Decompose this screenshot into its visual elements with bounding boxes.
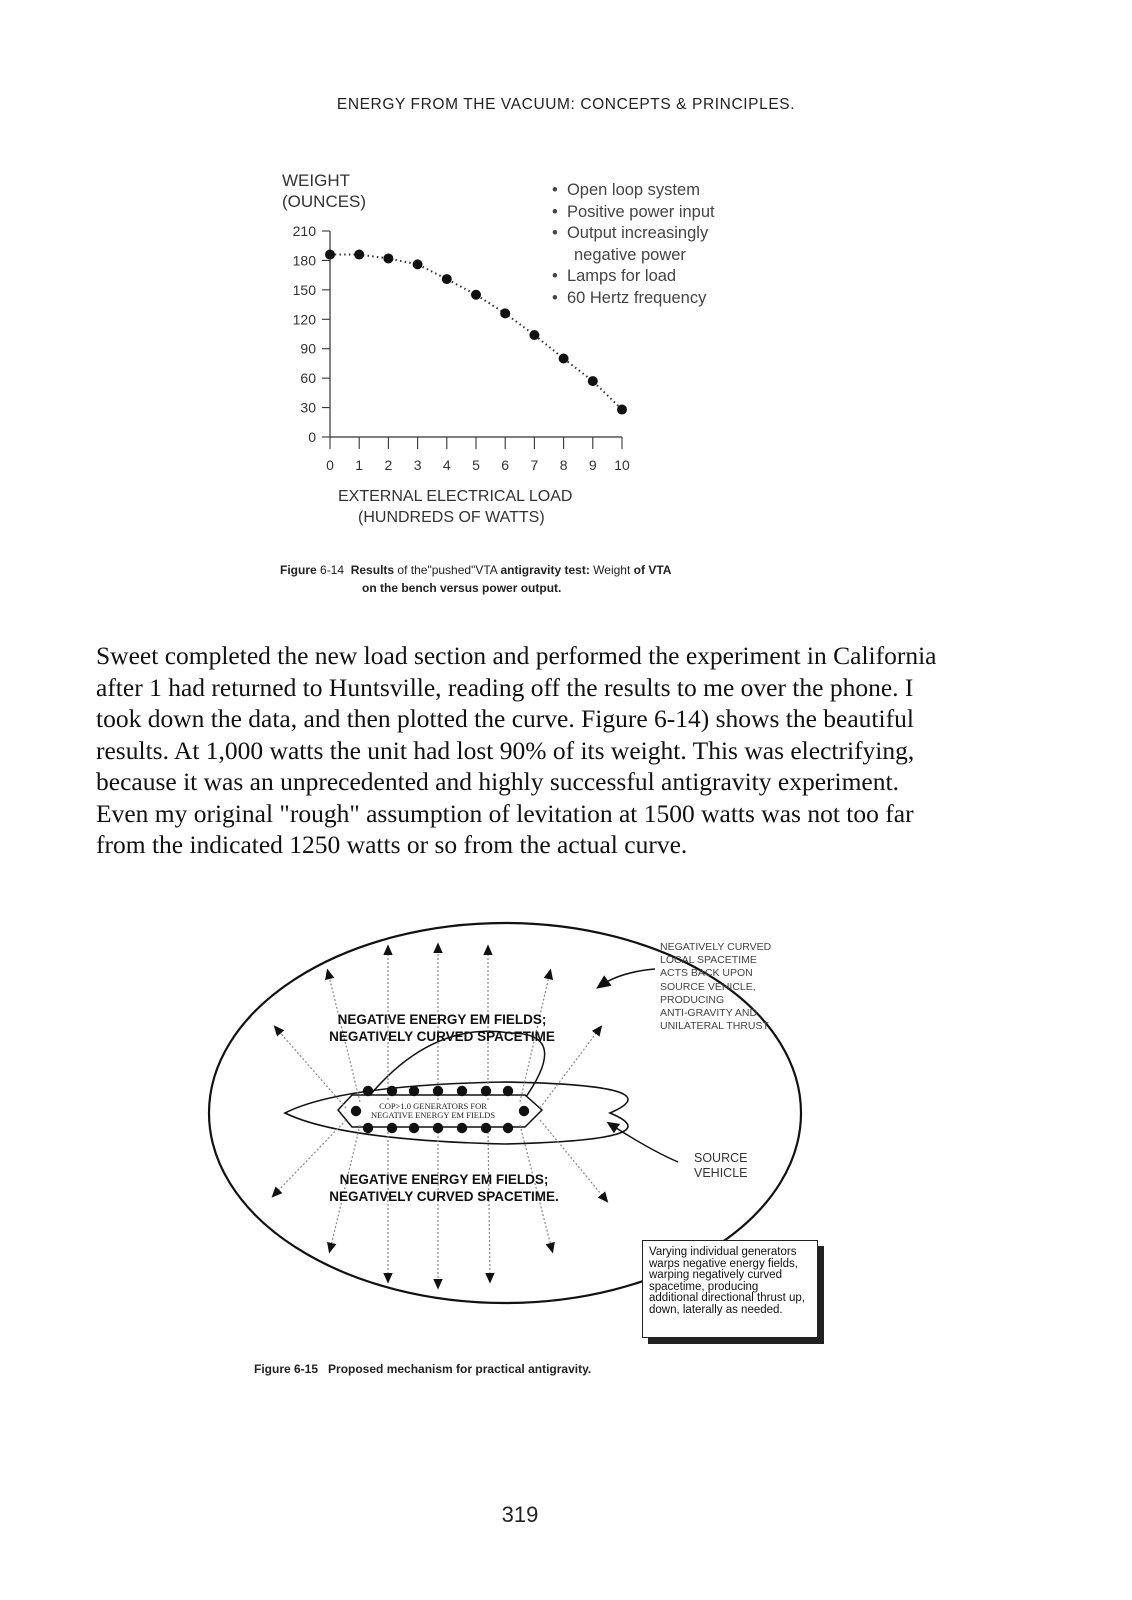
legend-item: negative power — [574, 245, 686, 264]
generator-dot — [433, 1086, 443, 1096]
x-axis-label-line2: (HUNDREDS OF WATTS) — [358, 509, 545, 526]
x-tick-label: 8 — [559, 457, 568, 473]
generator-dot — [481, 1123, 491, 1133]
generator-dot — [503, 1086, 513, 1096]
x-tick-label: 5 — [472, 457, 480, 473]
data-point — [617, 405, 627, 415]
x-tick-label: 4 — [442, 457, 451, 473]
data-point — [383, 253, 393, 263]
y-axis-label — [282, 170, 366, 212]
callout-curved-spacetime: NEGATIVELY CURVED LOCAL SPACETIME ACTS BACK UPON SOURCE VEHICLE, PRODUCING ANTI-GRAVITY AND UNILATERAL THRUST — [660, 941, 772, 1033]
x-tick-label: 9 — [588, 457, 597, 473]
y-tick-label: 30 — [300, 399, 316, 416]
y-tick-label: 90 — [300, 340, 316, 357]
x-tick-label: 0 — [326, 457, 334, 473]
figure-caption-6-14: Figure 6-14 Results of the"pushed"VTA antigravity test: Weight of VTA on the bench versus power output. — [280, 563, 672, 595]
generator-dot — [363, 1086, 373, 1096]
generator-dot — [363, 1123, 373, 1133]
y-tick-label: 0 — [308, 429, 316, 445]
legend-item: • 60 Hertz frequency — [552, 288, 707, 307]
data-point — [325, 250, 335, 260]
generator-dot — [409, 1086, 419, 1096]
generator-dot — [457, 1123, 467, 1133]
x-tick-label: 3 — [413, 457, 422, 473]
x-tick-label: 7 — [530, 457, 539, 473]
chart-legend — [552, 180, 715, 309]
callout-source-vehicle: SOURCE VEHICLE — [694, 1151, 748, 1180]
callout-arrow-source — [610, 1124, 678, 1162]
generator-dot — [519, 1106, 529, 1116]
bottom-field-label: NEGATIVE ENERGY EM FIELDS; NEGATIVELY CURVED SPACETIME. — [329, 1172, 559, 1204]
legend-item: • Open loop system — [552, 181, 700, 199]
top-field-label: NEGATIVE ENERGY EM FIELDS; NEGATIVELY CURVED SPACETIME — [329, 1012, 555, 1044]
generator-dot — [387, 1123, 397, 1133]
legend-item: • Output increasingly — [552, 224, 709, 242]
body-paragraph: Sweet completed the new load section and performed the experiment in California after 1 had returned to Huntsville, reading off the results to me over the phone. I took down the data, and then plotted the curve. Figure 6-14) shows the beautiful results. At 1,000 watts the unit had lost 90% of its weight. This was electrifying, because it was an unprecedented and highly successful antigravity experiment. Even my original "rough" assumption of levitation at 1500 watts was not too far from the indicated 1250 watts or so from the actual curve. — [96, 641, 937, 859]
legend-item: • Lamps for load — [552, 267, 677, 285]
data-point — [442, 274, 452, 284]
generator-dot — [433, 1123, 443, 1133]
legend-item: • Positive power input — [552, 202, 715, 221]
data-point — [471, 290, 481, 300]
y-tick-label: 210 — [292, 223, 316, 239]
data-point — [529, 330, 539, 340]
data-point — [354, 250, 364, 260]
x-tick-label: 6 — [501, 457, 510, 473]
generator-dot — [481, 1086, 491, 1096]
data-point — [588, 376, 598, 386]
generator-dot — [503, 1123, 513, 1133]
data-point — [559, 354, 569, 364]
y-tick-label: 60 — [300, 370, 316, 387]
data-point — [413, 259, 423, 269]
x-axis-label — [338, 486, 572, 528]
page-number: 319 — [501, 1502, 539, 1527]
y-tick-label: 180 — [292, 252, 316, 269]
generator-label: COP>1.0 GENERATORS FOR NEGATIVE ENERGY EM FIELDS — [370, 1101, 496, 1120]
y-tick-label: 150 — [292, 281, 316, 298]
data-point — [500, 308, 510, 318]
y-tick-label: 120 — [292, 311, 316, 328]
generator-dot — [409, 1123, 419, 1133]
x-tick-label: 1 — [355, 457, 364, 473]
generator-dot — [351, 1106, 361, 1116]
y-axis-label-line2: (OUNCES) — [282, 192, 367, 211]
x-tick-label: 2 — [384, 457, 393, 473]
generator-dot — [387, 1086, 397, 1096]
y-axis-label-line1: WEIGHT — [282, 171, 350, 190]
running-header: ENERGY FROM THE VACUUM: CONCEPTS & PRINCIPLES. — [336, 96, 796, 113]
figure-caption-6-15: Figure 6-15 Proposed mechanism for practical antigravity. — [254, 1362, 592, 1376]
x-axis-label-line1: EXTERNAL ELECTRICAL LOAD — [338, 488, 573, 505]
generator-dot — [457, 1086, 467, 1096]
generator-note-box: Varying individual generators warps negative energy fields, warping negatively curved spacetime, producing additional directional thrust up, down, laterally as needed. — [642, 1240, 818, 1338]
callout-arrow-curved — [600, 969, 655, 986]
x-tick-label: 10 — [614, 457, 630, 473]
